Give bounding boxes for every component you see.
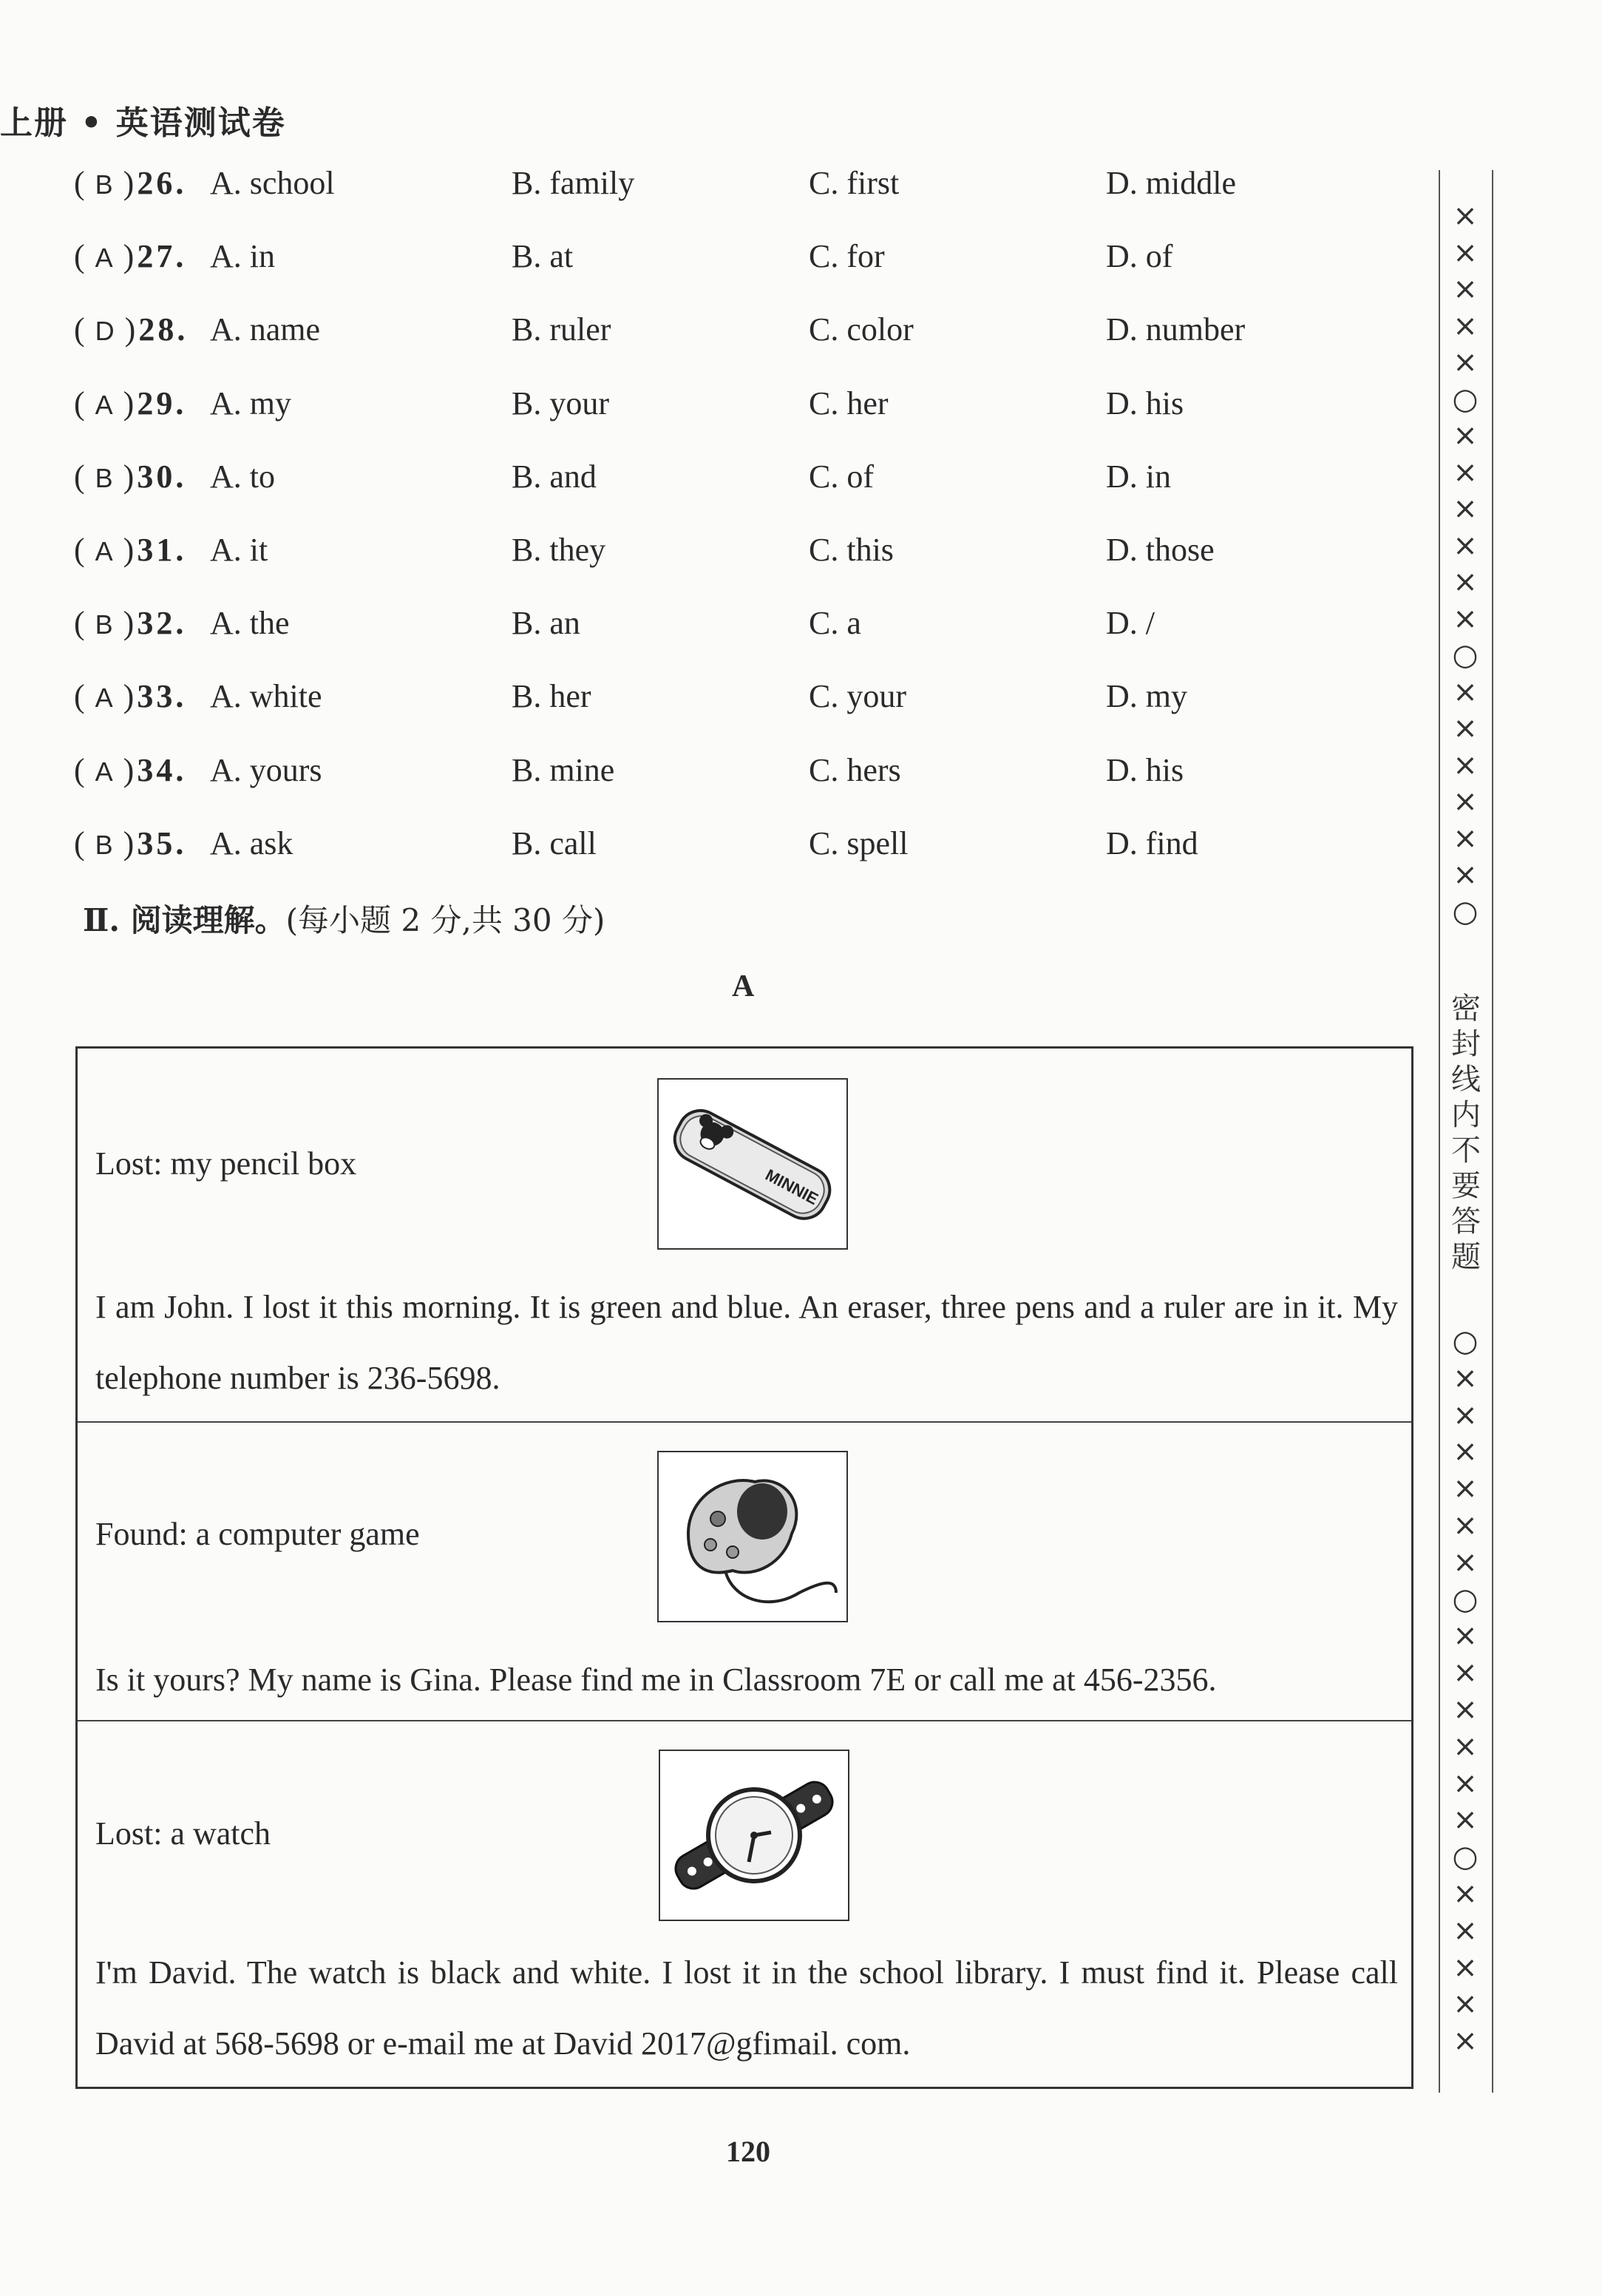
option-d: D. my bbox=[1106, 678, 1187, 715]
question-row bbox=[0, 311, 1405, 355]
circle-mark-icon: ○ bbox=[1452, 1324, 1479, 1358]
option-d: D. find bbox=[1106, 824, 1198, 861]
notice-lost-pencil-box bbox=[78, 1049, 1411, 1423]
section-title-text: Ⅱ. 阅读理解。 bbox=[83, 902, 286, 938]
cross-mark-icon: × bbox=[1453, 821, 1478, 856]
cross-mark-icon: × bbox=[1453, 1876, 1478, 1911]
cross-mark-icon: × bbox=[1453, 528, 1478, 563]
pencil-box-label: MINNIE bbox=[762, 1165, 821, 1209]
option-a: A. it bbox=[210, 532, 268, 568]
answer-bracket: ( B )32. bbox=[74, 605, 187, 642]
answer-bracket: ( D )28. bbox=[74, 311, 189, 348]
option-b: B. at bbox=[512, 238, 574, 275]
answer-bracket: ( B )26. bbox=[74, 165, 187, 201]
option-b: B. mine bbox=[512, 751, 615, 788]
answer-bracket: ( A )31. bbox=[74, 532, 187, 568]
cross-mark-icon: × bbox=[1453, 565, 1478, 599]
margin-seal-line bbox=[1439, 170, 1440, 2093]
cross-mark-icon: × bbox=[1453, 1950, 1478, 1985]
question-number: 28. bbox=[138, 311, 189, 348]
option-d: D. of bbox=[1106, 238, 1173, 275]
answer-bracket: ( A )29. bbox=[74, 385, 187, 421]
watch-icon bbox=[659, 1750, 849, 1921]
cross-mark-icon: × bbox=[1453, 785, 1478, 819]
option-a: A. yours bbox=[210, 751, 322, 788]
cross-mark-icon: × bbox=[1453, 1619, 1478, 1653]
option-d: D. those bbox=[1106, 532, 1215, 568]
answer-letter: D bbox=[95, 316, 118, 347]
answer-letter: A bbox=[95, 756, 116, 787]
seal-line-note: 密封线内不要答题 bbox=[1451, 992, 1481, 1274]
answer-letter: B bbox=[95, 609, 116, 640]
question-number: 29. bbox=[137, 385, 187, 421]
option-c: C. her bbox=[809, 385, 889, 421]
question-number: 31. bbox=[137, 532, 187, 568]
cross-mark-icon: × bbox=[1453, 1729, 1478, 1764]
cross-mark-icon: × bbox=[1453, 1766, 1478, 1801]
cross-mark-icon: × bbox=[1453, 1803, 1478, 1838]
answer-letter: B bbox=[95, 462, 116, 493]
notice-found-computer-game bbox=[78, 1423, 1411, 1721]
cross-mark-icon: × bbox=[1453, 2024, 1478, 2059]
cross-mark-icon: × bbox=[1453, 235, 1478, 270]
cross-mark-icon: × bbox=[1453, 492, 1478, 526]
answer-letter: B bbox=[95, 829, 116, 860]
notice-title: Lost: a watch bbox=[95, 1815, 271, 1852]
cross-mark-icon: × bbox=[1453, 1398, 1478, 1432]
cross-mark-icon: × bbox=[1453, 858, 1478, 892]
cross-mark-icon: × bbox=[1453, 308, 1478, 343]
question-number: 32. bbox=[137, 605, 187, 642]
cross-mark-icon: × bbox=[1453, 272, 1478, 306]
cross-mark-icon: × bbox=[1453, 1508, 1478, 1542]
option-b: B. her bbox=[512, 678, 591, 715]
option-b: B. an bbox=[512, 605, 580, 642]
question-row bbox=[0, 458, 1405, 502]
question-row bbox=[0, 385, 1405, 429]
pencil-box-icon bbox=[657, 1078, 848, 1250]
cross-mark-icon: × bbox=[1453, 1987, 1478, 2022]
cross-mark-icon: × bbox=[1453, 711, 1478, 745]
option-a: A. school bbox=[210, 165, 335, 201]
notice-lost-watch bbox=[78, 1721, 1411, 2087]
question-number: 27. bbox=[137, 238, 187, 275]
notice-body: I'm David. The watch is black and white. I lost it in the school library. I must find it. Please call David at 568-5698 or e-mail me at David 2017@gfimail. com. bbox=[95, 1954, 1398, 2062]
option-c: C. a bbox=[809, 605, 861, 642]
option-c: C. this bbox=[809, 532, 894, 568]
answer-bracket: ( A )27. bbox=[74, 238, 187, 275]
cross-mark-icon: × bbox=[1453, 1472, 1478, 1506]
question-row bbox=[0, 531, 1405, 575]
question-number: 35. bbox=[137, 824, 187, 861]
question-number: 34. bbox=[137, 751, 187, 788]
cross-mark-icon: × bbox=[1453, 674, 1478, 709]
option-d: D. his bbox=[1106, 385, 1184, 421]
question-number: 33. bbox=[137, 678, 187, 715]
page-header: 上册 • 英语测试卷 bbox=[0, 104, 286, 142]
seal-marks-bottom bbox=[1443, 1324, 1487, 2060]
question-row bbox=[0, 824, 1405, 869]
answer-bracket: ( A )34. bbox=[74, 751, 187, 788]
answer-letter: A bbox=[95, 389, 116, 420]
option-d: D. middle bbox=[1106, 165, 1236, 201]
question-row bbox=[0, 604, 1405, 648]
circle-mark-icon: ○ bbox=[1452, 894, 1479, 929]
cross-mark-icon: × bbox=[1453, 1656, 1478, 1690]
option-b: B. they bbox=[512, 532, 606, 568]
question-row bbox=[0, 164, 1405, 209]
option-c: C. hers bbox=[809, 751, 901, 788]
section-score-note: (每小题 2 分,共 30 分) bbox=[285, 902, 605, 938]
cross-mark-icon: × bbox=[1453, 199, 1478, 233]
cross-mark-icon: × bbox=[1453, 1913, 1478, 1948]
part-letter: A bbox=[732, 969, 755, 1003]
option-c: C. spell bbox=[809, 824, 909, 861]
margin-seal-line-outer bbox=[1492, 170, 1493, 2093]
question-row bbox=[0, 677, 1405, 722]
cross-mark-icon: × bbox=[1453, 1545, 1478, 1579]
option-c: C. first bbox=[809, 165, 900, 201]
answer-letter: A bbox=[95, 683, 116, 714]
notice-board bbox=[75, 1046, 1413, 2089]
option-d: D. / bbox=[1106, 605, 1155, 642]
question-row bbox=[0, 237, 1405, 282]
section-title bbox=[83, 896, 605, 941]
answer-letter: A bbox=[95, 243, 116, 274]
option-a: A. my bbox=[210, 385, 291, 421]
notice-title: Found: a computer game bbox=[95, 1516, 420, 1552]
option-b: B. ruler bbox=[512, 311, 611, 348]
answer-bracket: ( B )30. bbox=[74, 458, 187, 495]
option-a: A. to bbox=[210, 458, 275, 495]
option-a: A. the bbox=[210, 605, 290, 642]
cross-mark-icon: × bbox=[1453, 1361, 1478, 1395]
notice-body: I am John. I lost it this morning. It is green and blue. An eraser, three pens and a ruler are in it. My telephone number is 236-5698. bbox=[95, 1289, 1398, 1396]
option-d: D. his bbox=[1106, 751, 1184, 788]
option-a: A. in bbox=[210, 238, 275, 275]
question-number: 26. bbox=[137, 165, 187, 201]
option-a: A. white bbox=[210, 678, 322, 715]
cross-mark-icon: × bbox=[1453, 601, 1478, 636]
question-number: 30. bbox=[137, 458, 187, 495]
cross-mark-icon: × bbox=[1453, 1435, 1478, 1469]
option-c: C. of bbox=[809, 458, 874, 495]
circle-mark-icon: ○ bbox=[1452, 638, 1479, 672]
answer-bracket: ( A )33. bbox=[74, 678, 187, 715]
page-number: 120 bbox=[726, 2135, 770, 2168]
option-d: D. number bbox=[1106, 311, 1246, 348]
game-controller-icon bbox=[657, 1451, 848, 1622]
option-c: C. color bbox=[809, 311, 914, 348]
option-c: C. for bbox=[809, 238, 885, 275]
answer-letter: A bbox=[95, 536, 116, 566]
circle-mark-icon: ○ bbox=[1452, 1840, 1479, 1875]
notice-body: Is it yours? My name is Gina. Please find me in Classroom 7E or call me at 456-2356. bbox=[95, 1662, 1217, 1698]
notice-title: Lost: my pencil box bbox=[95, 1145, 357, 1182]
cross-mark-icon: × bbox=[1453, 419, 1478, 453]
option-d: D. in bbox=[1106, 458, 1171, 495]
option-b: B. family bbox=[512, 165, 635, 201]
circle-mark-icon: ○ bbox=[1452, 1582, 1479, 1616]
cross-mark-icon: × bbox=[1453, 345, 1478, 379]
question-row bbox=[0, 751, 1405, 796]
option-c: C. your bbox=[809, 678, 906, 715]
option-a: A. name bbox=[210, 311, 321, 348]
option-b: B. call bbox=[512, 824, 597, 861]
seal-marks-top bbox=[1443, 198, 1487, 930]
circle-mark-icon: ○ bbox=[1452, 382, 1479, 416]
answer-bracket: ( B )35. bbox=[74, 824, 187, 861]
cross-mark-icon: × bbox=[1453, 1692, 1478, 1727]
cross-mark-icon: × bbox=[1453, 748, 1478, 782]
option-b: B. your bbox=[512, 385, 609, 421]
answer-letter: B bbox=[95, 169, 116, 200]
option-a: A. ask bbox=[210, 824, 293, 861]
option-b: B. and bbox=[512, 458, 597, 495]
cross-mark-icon: × bbox=[1453, 455, 1478, 490]
